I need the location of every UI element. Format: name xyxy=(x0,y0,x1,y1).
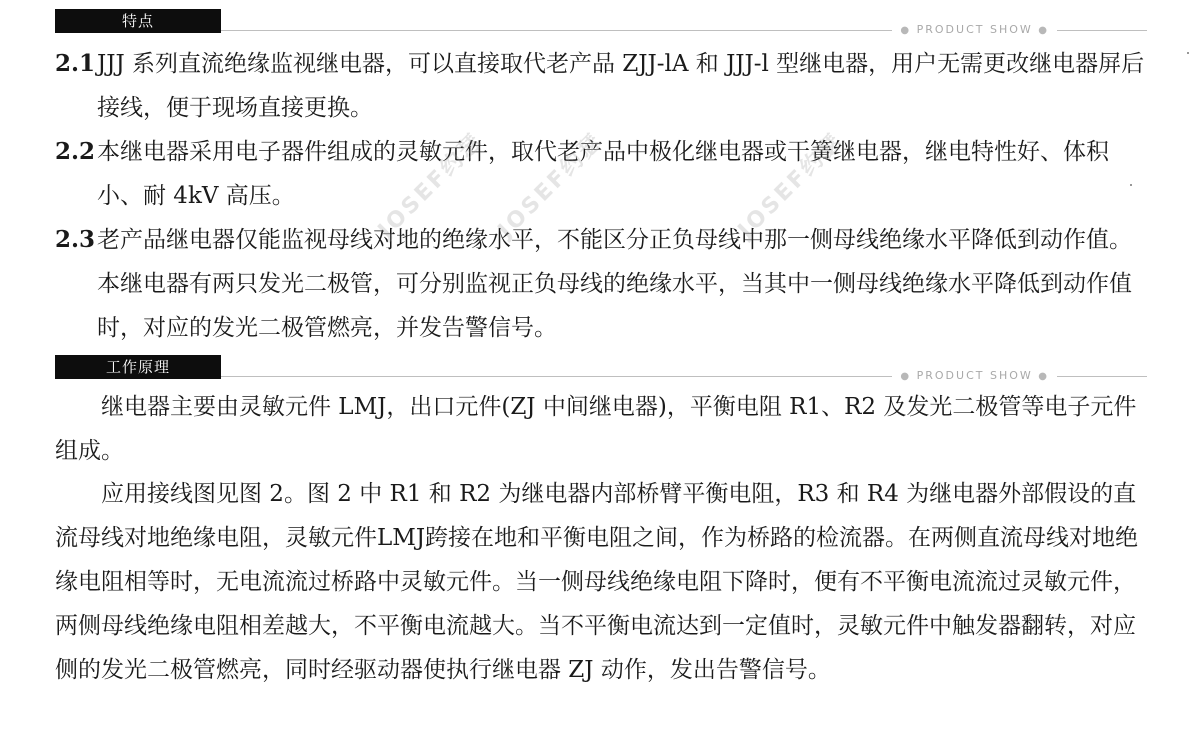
feature-item-2-1 xyxy=(55,42,1150,130)
scan-speck xyxy=(1187,52,1189,54)
principle-paragraph-1: 继电器主要由灵敏元件 LMJ，出口元件(ZJ 中间继电器)，平衡电阻 R1、R2 及发光二极管等电子元件组成。 xyxy=(55,394,1137,464)
feature-number: 2.3 xyxy=(55,226,96,253)
principle-paragraph-2: 应用接线图见图 2。图 2 中 R1 和 R2 为继电器内部桥臂平衡电阻，R3 和 R4 为继电器外部假设的直流母线对地绝缘电阻，灵敏元件LMJ跨接在地和平衡电阻之间，作为桥路的检流器。在两侧直流母线对地绝缘电阻相等时，无电流流过桥路中灵敏元件。当一侧母线绝缘电阻下降时，便有不平衡电流流过灵敏元件，两侧母线绝缘电阻相差越大，不平衡电流越大。当不平衡电流达到一定值时，灵敏元件中触发器翻转，对应侧的发光二极管燃亮，同时经驱动器使执行继电器 ZJ 动作，发出告警信号。 xyxy=(55,481,1139,683)
feature-text: 老产品继电器仅能监视母线对地的绝缘水平，不能区分正负母线中那一侧母线绝缘水平降低到动作值。本继电器有两只发光二极管，可分别监视正负母线的绝缘水平，当其中一侧母线绝缘水平降低到动作值时，对应的发光二极管燃亮，并发告警信号。 xyxy=(97,227,1132,341)
section-header-principle xyxy=(55,355,1147,382)
section-tag-principle xyxy=(892,367,1057,386)
section-tag-text: PRODUCT SHOW xyxy=(916,23,1033,36)
bullet-dot-icon: ● xyxy=(1038,25,1049,36)
section-label-principle: 工作原理 xyxy=(55,355,221,379)
watermark-logo: JOSEF约瑟 xyxy=(733,128,849,244)
watermark-logo: JOSEF约瑟 xyxy=(373,128,489,244)
scan-speck xyxy=(1130,184,1132,186)
bullet-dot-icon: ● xyxy=(900,371,912,382)
section-label-features: 特点 xyxy=(55,9,221,33)
feature-number: 2.1 xyxy=(55,50,96,77)
bullet-dot-icon: ● xyxy=(1038,371,1049,382)
feature-number: 2.2 xyxy=(55,138,96,165)
feature-item-2-3 xyxy=(55,218,1150,350)
bullet-dot-icon: ● xyxy=(900,25,912,36)
section-tag-features xyxy=(892,21,1057,40)
watermark-logo: JOSEF约瑟 xyxy=(493,128,609,244)
feature-text: JJJ 系列直流绝缘监视继电器，可以直接取代老产品 ZJJ-lA 和 JJJ-l 型继电器，用户无需更改继电器屏后接线，便于现场直接更换。 xyxy=(97,51,1145,121)
section-header-features xyxy=(55,9,1147,36)
feature-text: 本继电器采用电子器件组成的灵敏元件，取代老产品中极化继电器或干簧继电器，继电特性好、体积小、耐 4kV 高压。 xyxy=(97,139,1109,209)
section-tag-text: PRODUCT SHOW xyxy=(916,369,1033,382)
